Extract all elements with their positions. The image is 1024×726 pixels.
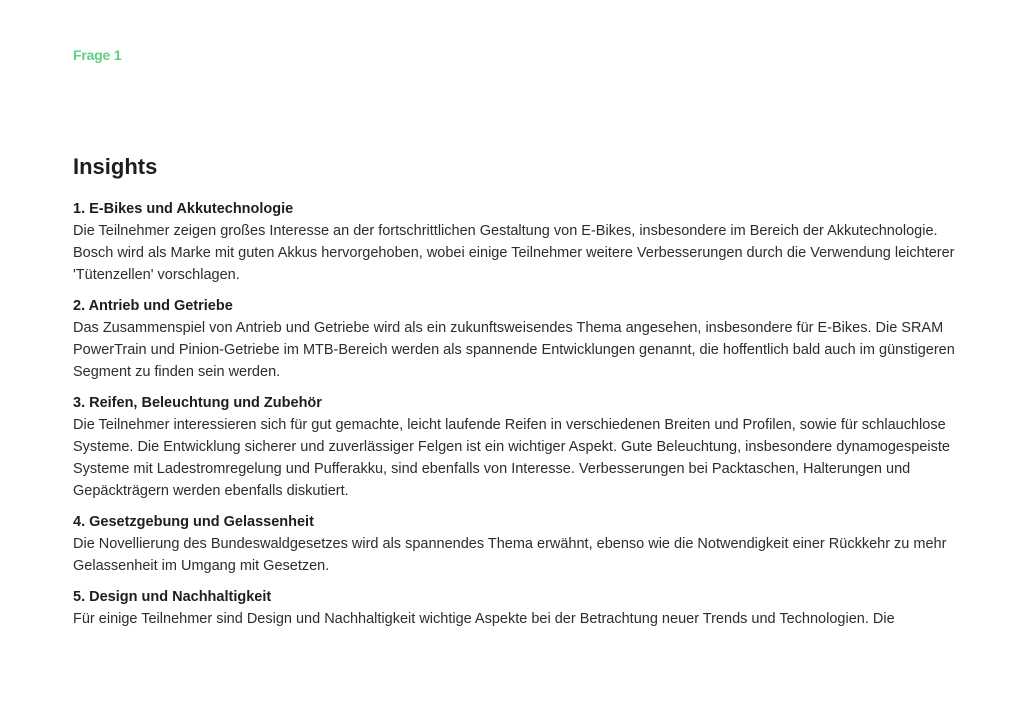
insight-section [73,295,958,383]
section-body: Die Teilnehmer interessieren sich für gut gemachte, leicht laufende Reifen in verschiedenen Breiten und Profilen, sowie für schlauchlose Systeme. Die Entwicklung sicherer und zuverlässiger Felgen ist ein wichtiger Aspekt. Gute Beleuchtung, insbesondere dynamogespeiste Systeme mit Ladestromregelung und Pufferakku, sind ebenfalls von Interesse. Verbesserungen bei Packtaschen, Halterungen und Gepäckträgern werden ebenfalls diskutiert. [73,417,950,499]
question-label: Frage 1 [73,47,122,63]
section-body: Die Teilnehmer zeigen großes Interesse an der fortschrittlichen Gestaltung von E-Bikes, insbesondere im Bereich der Akkutechnologie. Bosch wird als Marke mit guten Akkus hervorgehoben, wobei einige Teilnehmer weitere Verbesserungen durch die Verwendung leichterer 'Tütenzellen' vorschlagen. [73,223,955,283]
insights-content [73,152,958,639]
insight-section [73,511,958,577]
insight-section [73,392,958,502]
section-heading: 1. E-Bikes und Akkutechnologie [73,201,294,217]
section-heading: 3. Reifen, Beleuchtung und Zubehör [73,395,322,411]
section-body: Das Zusammenspiel von Antrieb und Getriebe wird als ein zukunftsweisendes Thema angesehen, insbesondere für E-Bikes. Die SRAM PowerTrain und Pinion-Getriebe im MTB-Bereich werden als spannende Entwicklungen genannt, die hoffentlich bald auch im günstigeren Segment zu finden sein werden. [73,320,955,380]
section-heading: 5. Design und Nachhaltigkeit [73,589,272,605]
section-body: Für einige Teilnehmer sind Design und Nachhaltigkeit wichtige Aspekte bei der Betrachtung neuer Trends und Technologien. Die [73,611,895,627]
page-title: Insights [73,154,158,179]
section-body: Die Novellierung des Bundeswaldgesetzes wird als spannendes Thema erwähnt, ebenso wie die Notwendigkeit einer Rückkehr zu mehr Gelassenheit im Umgang mit Gesetzen. [73,536,947,574]
insight-section [73,198,958,286]
section-heading: 2. Antrieb und Getriebe [73,298,233,314]
insight-section [73,586,958,630]
section-heading: 4. Gesetzgebung und Gelassenheit [73,514,314,530]
